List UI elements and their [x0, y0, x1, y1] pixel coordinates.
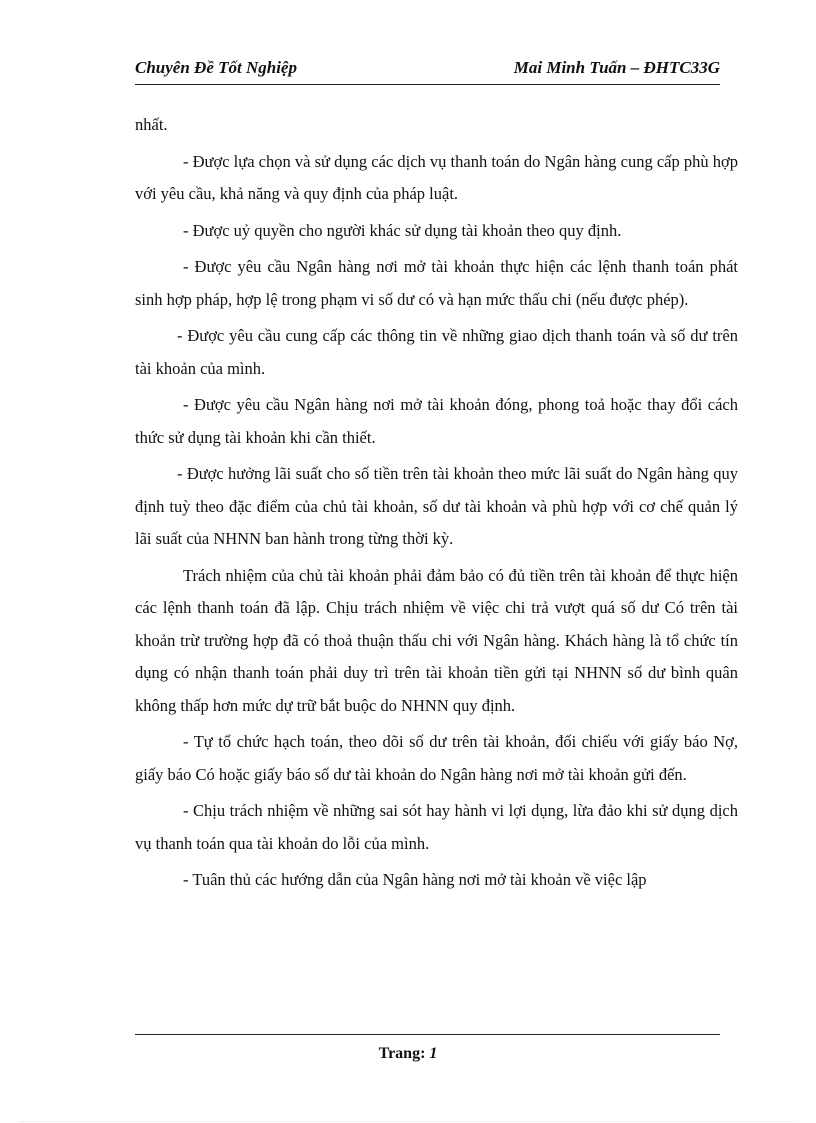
paragraph: - Chịu trách nhiệm về những sai sót hay hành vi lợi dụng, lừa đảo khi sử dụng dịch vụ thanh toán qua tài khoản do lỗi của mình.	[135, 801, 738, 853]
footer-divider	[135, 1034, 720, 1035]
paragraph: nhất.	[135, 115, 168, 134]
page-number: 1	[429, 1045, 438, 1062]
header-author: Mai Minh Tuấn – ĐHTC33G	[513, 58, 720, 77]
paragraph: - Được yêu cầu cung cấp các thông tin về những giao dịch thanh toán và số dư trên tài khoản của mình.	[135, 326, 738, 378]
paragraph: - Được lựa chọn và sử dụng các dịch vụ thanh toán do Ngân hàng cung cấp phù hợp với yêu cầu, khả năng và quy định của pháp luật.	[135, 151, 738, 203]
page-footer	[0, 1045, 816, 1063]
paragraph: - Được uỷ quyền cho người khác sử dụng tài khoản theo quy định.	[183, 220, 622, 240]
paragraph: Trách nhiệm của chủ tài khoản phải đảm bảo có đủ tiền trên tài khoản để thực hiện các lệnh thanh toán đã lập. Chịu trách nhiệm về việc chi trả vượt quá số dư Có trên tài khoản trừ trường hợp đã có thoả thuận thấu chi với Ngân hàng. Khách hàng là tổ chức tín dụng có nhận thanh toán phải duy trì trên tài khoản tiền gửi tại NHNN số dư bình quân không thấp hơn mức dự trữ bắt buộc do NHNN quy định.	[135, 565, 738, 715]
paragraph: - Được yêu cầu Ngân hàng nơi mở tài khoản đóng, phong toả hoặc thay đổi cách thức sử dụng tài khoản khi cần thiết.	[135, 395, 738, 447]
page-header	[135, 56, 720, 85]
document-body	[135, 109, 738, 901]
page-edge	[20, 1121, 796, 1122]
paragraph: - Được hưởng lãi suất cho số tiền trên tài khoản theo mức lãi suất do Ngân hàng quy định tuỳ theo đặc điểm của chủ tài khoản, số dư tài khoản và phù hợp với cơ chế quản lý lãi suất của NHNN ban hành trong từng thời kỳ.	[135, 464, 738, 548]
paragraph: - Tự tổ chức hạch toán, theo dõi số dư trên tài khoản, đối chiếu với giấy báo Nợ, giấy báo Có hoặc giấy báo số dư tài khoản do Ngân hàng nơi mở tài khoản gửi đến.	[135, 732, 738, 784]
page-label: Trang:	[378, 1045, 426, 1062]
header-title: Chuyên Đề Tốt Nghiệp	[135, 58, 297, 77]
paragraph: - Được yêu cầu Ngân hàng nơi mở tài khoản thực hiện các lệnh thanh toán phát sinh hợp pháp, hợp lệ trong phạm vi số dư có và hạn mức thấu chi (nếu được phép).	[135, 257, 738, 309]
paragraph: - Tuân thủ các hướng dẫn của Ngân hàng nơi mở tài khoản về việc lập	[183, 870, 647, 889]
